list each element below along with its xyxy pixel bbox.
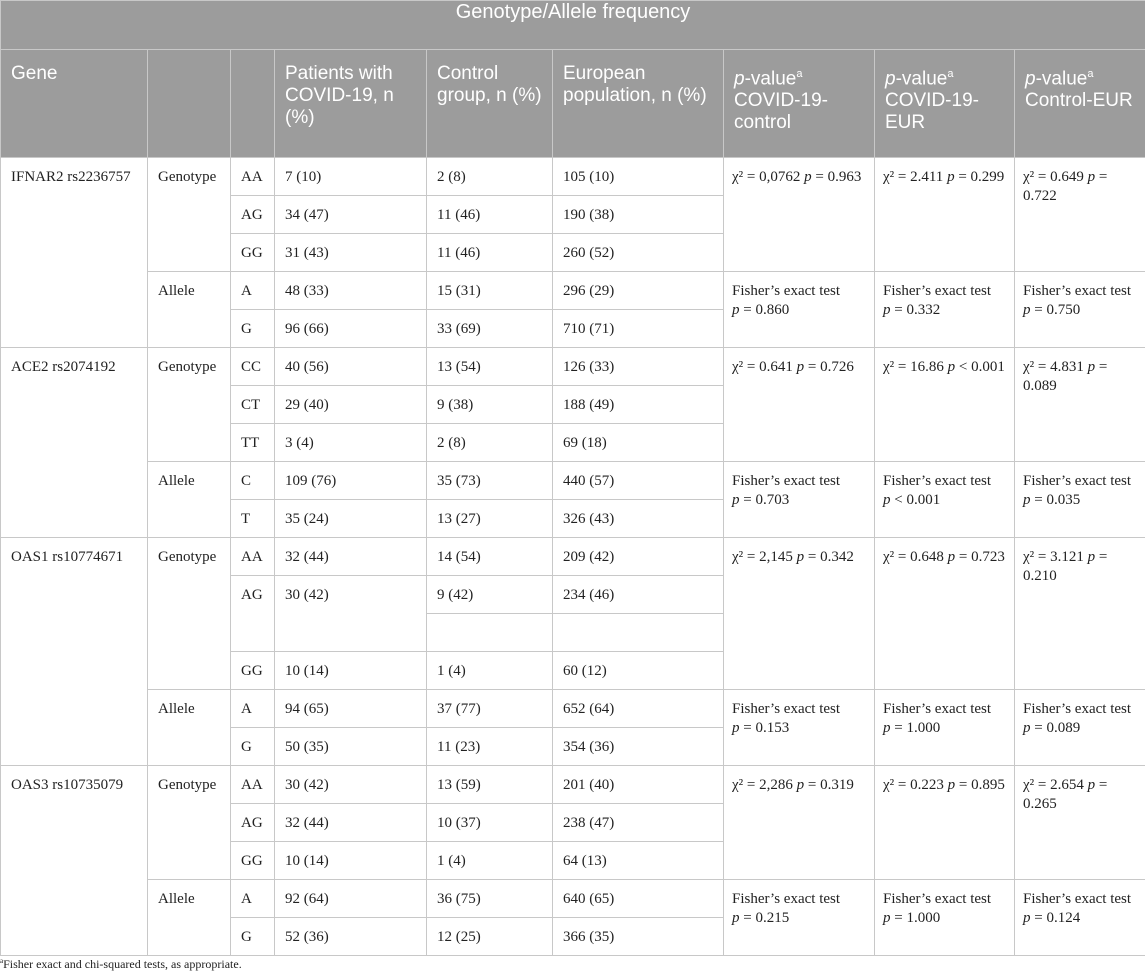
test-name: Fisher’s exact test (732, 473, 841, 489)
patients-count: 10 (14) (275, 842, 427, 880)
genotype-code: CC (231, 348, 275, 386)
test-name: Fisher’s exact test (883, 283, 992, 299)
allele-code: A (231, 880, 275, 918)
footnote (0, 957, 242, 972)
p-value: 0.299 (970, 169, 1005, 185)
patients-count: 32 (44) (275, 804, 427, 842)
pvalue-p-letter: p (1025, 68, 1036, 90)
chi-square-value: χ² = 0.641 (732, 359, 793, 375)
genotype-code: GG (231, 842, 275, 880)
genotype-code: TT (231, 424, 275, 462)
fisher-p-line: p = 1.000 (883, 720, 941, 736)
chi-square-value: χ² = 3.121 (1023, 549, 1084, 565)
allele-code: G (231, 310, 275, 348)
p-value: 0.860 (755, 302, 790, 318)
control-count: 11 (23) (427, 728, 553, 766)
patients-count: 35 (24) (275, 500, 427, 538)
test-covid-control (724, 690, 875, 766)
test-control-eur: χ² = 0.649 p = 0.722 (1015, 158, 1145, 272)
test-name: Fisher’s exact test (1023, 891, 1132, 907)
genotype-label: Genotype (148, 158, 231, 272)
control-count: 1 (4) (427, 842, 553, 880)
p-value: 0.035 (1046, 492, 1081, 508)
european-count: 326 (43) (553, 500, 724, 538)
header-blank-code (231, 50, 275, 158)
p-value: 0.342 (820, 549, 854, 565)
test-covid-eur: χ² = 0.223 p = 0.895 (875, 766, 1015, 880)
gene-name: OAS1 rs10774671 (1, 538, 148, 766)
header-european: European population, n (%) (553, 50, 724, 158)
p-label: p (732, 492, 740, 508)
genotype-label: Genotype (148, 348, 231, 462)
table-row (1, 272, 1145, 310)
test-name: Fisher’s exact test (883, 891, 992, 907)
p-value: 0.750 (1046, 302, 1081, 318)
genotype-code: AA (231, 158, 275, 196)
p-value: 0.722 (1023, 188, 1057, 204)
patients-count: 92 (64) (275, 880, 427, 918)
test-name: Fisher’s exact test (732, 283, 841, 299)
european-count: 234 (46) (553, 576, 724, 614)
control-count: 11 (46) (427, 196, 553, 234)
patients-count: 3 (4) (275, 424, 427, 462)
p-label: p (947, 359, 956, 375)
european-count: 260 (52) (553, 234, 724, 272)
test-covid-control: χ² = 2,145 p = 0.342 (724, 538, 875, 690)
allele-code: C (231, 462, 275, 500)
pvalue-comparison: COVID-19-control (734, 90, 828, 134)
p-value: 0.319 (820, 777, 854, 793)
allele-label: Allele (148, 690, 231, 766)
pvalue-p-letter: p (734, 68, 745, 90)
control-count: 11 (46) (427, 234, 553, 272)
european-count: 126 (33) (553, 348, 724, 386)
p-label: p (1023, 910, 1031, 926)
p-value: 0.153 (755, 720, 790, 736)
p-label: p (947, 777, 956, 793)
chi-square-value: χ² = 2,286 (732, 777, 793, 793)
patients-count: 52 (36) (275, 918, 427, 956)
test-covid-eur (875, 690, 1015, 766)
chi-square-value: χ² = 2.654 (1023, 777, 1084, 793)
pvalue-word: -value (744, 68, 797, 90)
genotype-code: AG (231, 804, 275, 842)
p-value: 0.215 (755, 910, 790, 926)
test-name: Fisher’s exact test (883, 473, 992, 489)
p-label: p (947, 549, 956, 565)
genotype-code: CT (231, 386, 275, 424)
allele-label: Allele (148, 462, 231, 538)
pvalue-word: -value (895, 68, 948, 90)
header-gene: Gene (1, 50, 148, 158)
header-patients: Patients with COVID-19, n (%) (275, 50, 427, 158)
p-value: < 0.001 (958, 359, 1005, 375)
fisher-p-line: p = 0.124 (1023, 910, 1081, 926)
table-row (1, 880, 1145, 918)
test-covid-eur (875, 462, 1015, 538)
test-name: Fisher’s exact test (732, 891, 841, 907)
patients-count: 40 (56) (275, 348, 427, 386)
patients-count: 109 (76) (275, 462, 427, 500)
allele-code: A (231, 690, 275, 728)
chi-square-value: χ² = 4.831 (1023, 359, 1084, 375)
control-count: 9 (42) (427, 576, 553, 614)
control-count: 37 (77) (427, 690, 553, 728)
p-value: 0.723 (971, 549, 1005, 565)
european-count: 296 (29) (553, 272, 724, 310)
test-control-eur (1015, 880, 1145, 956)
european-count: 209 (42) (553, 538, 724, 576)
test-control-eur: χ² = 2.654 p = 0.265 (1015, 766, 1145, 880)
patients-count: 29 (40) (275, 386, 427, 424)
p-label: p (883, 720, 891, 736)
chi-square-value: χ² = 0.223 (883, 777, 944, 793)
p-label: p (1023, 302, 1031, 318)
patients-count: 34 (47) (275, 196, 427, 234)
p-label: p (804, 169, 812, 185)
european-count: 60 (12) (553, 652, 724, 690)
fisher-p-line: p = 1.000 (883, 910, 941, 926)
p-label: p (732, 910, 740, 926)
gene-name: IFNAR2 rs2236757 (1, 158, 148, 348)
p-label: p (796, 359, 805, 375)
patients-count: 30 (42) (275, 576, 427, 652)
test-covid-control (724, 880, 875, 956)
table-row (1, 690, 1145, 728)
chi-square-value: χ² = 2,145 (732, 549, 793, 565)
p-label: p (883, 910, 891, 926)
control-count: 2 (8) (427, 158, 553, 196)
p-label: p (796, 777, 805, 793)
pvalue-footnote-marker: a (1087, 68, 1094, 80)
control-count: 9 (38) (427, 386, 553, 424)
european-count: 652 (64) (553, 690, 724, 728)
p-value: 1.000 (906, 910, 941, 926)
patients-count: 48 (33) (275, 272, 427, 310)
european-count: 440 (57) (553, 462, 724, 500)
test-covid-control: χ² = 0,0762 p = 0.963 (724, 158, 875, 272)
test-control-eur (1015, 272, 1145, 348)
test-control-eur (1015, 690, 1145, 766)
fisher-p-line: p = 0.332 (883, 302, 941, 318)
european-count: 238 (47) (553, 804, 724, 842)
fisher-p-line: p = 0.089 (1023, 720, 1081, 736)
table-row (1, 348, 1145, 386)
p-label: p (1087, 169, 1096, 185)
genotype-code: AG (231, 196, 275, 234)
test-covid-eur (875, 880, 1015, 956)
p-value: 0.332 (906, 302, 941, 318)
european-count: 640 (65) (553, 880, 724, 918)
fisher-p-line: p = 0.703 (732, 492, 790, 508)
test-covid-control: χ² = 0.641 p = 0.726 (724, 348, 875, 462)
test-control-eur (1015, 462, 1145, 538)
p-label: p (796, 549, 805, 565)
patients-count: 10 (14) (275, 652, 427, 690)
test-name: Fisher’s exact test (732, 701, 841, 717)
european-count: 105 (10) (553, 158, 724, 196)
fisher-p-line: p = 0.215 (732, 910, 790, 926)
p-label: p (1023, 720, 1031, 736)
fisher-p-line (883, 491, 1008, 510)
header-blank-type (148, 50, 231, 158)
p-label: p (883, 492, 891, 508)
p-value: < 0.001 (894, 492, 941, 508)
patients-count: 31 (43) (275, 234, 427, 272)
european-count: 366 (35) (553, 918, 724, 956)
p-value: 0.089 (1023, 378, 1057, 394)
empty-cell (427, 614, 553, 652)
european-count: 354 (36) (553, 728, 724, 766)
p-value: 0.265 (1023, 796, 1057, 812)
empty-cell (553, 614, 724, 652)
test-name: Fisher’s exact test (883, 701, 992, 717)
pvalue-footnote-marker: a (796, 68, 803, 80)
allele-code: G (231, 918, 275, 956)
test-covid-control (724, 272, 875, 348)
control-count: 13 (27) (427, 500, 553, 538)
test-covid-eur: χ² = 0.648 p = 0.723 (875, 538, 1015, 690)
genotype-code: AA (231, 766, 275, 804)
fisher-p-line: p = 0.750 (1023, 302, 1081, 318)
test-name: Fisher’s exact test (1023, 473, 1132, 489)
allele-code: G (231, 728, 275, 766)
table-row (1, 766, 1145, 804)
fisher-p-line: p = 0.860 (732, 302, 790, 318)
chi-square-value: χ² = 0,0762 (732, 169, 801, 185)
genotype-label: Genotype (148, 766, 231, 880)
chi-square-value: χ² = 0.649 (1023, 169, 1084, 185)
test-name: Fisher’s exact test (1023, 283, 1132, 299)
test-name: Fisher’s exact test (1023, 701, 1132, 717)
p-value: 0.210 (1023, 568, 1057, 584)
pvalue-word: -value (1035, 68, 1088, 90)
control-count: 1 (4) (427, 652, 553, 690)
european-count: 188 (49) (553, 386, 724, 424)
test-covid-control (724, 462, 875, 538)
pvalue-footnote-marker: a (947, 68, 954, 80)
p-value: 1.000 (906, 720, 941, 736)
p-label: p (1087, 549, 1096, 565)
patients-count: 32 (44) (275, 538, 427, 576)
test-control-eur: χ² = 3.121 p = 0.210 (1015, 538, 1145, 690)
patients-count: 30 (42) (275, 766, 427, 804)
control-count: 14 (54) (427, 538, 553, 576)
p-label: p (1087, 359, 1096, 375)
control-count: 33 (69) (427, 310, 553, 348)
european-count: 69 (18) (553, 424, 724, 462)
genotype-code: AA (231, 538, 275, 576)
gene-name: ACE2 rs2074192 (1, 348, 148, 538)
table-body (1, 158, 1145, 956)
p-value: 0.089 (1046, 720, 1081, 736)
european-count: 64 (13) (553, 842, 724, 880)
control-count: 2 (8) (427, 424, 553, 462)
control-count: 35 (73) (427, 462, 553, 500)
control-count: 13 (59) (427, 766, 553, 804)
allele-code: A (231, 272, 275, 310)
european-count: 710 (71) (553, 310, 724, 348)
test-covid-eur: χ² = 2.411 p = 0.299 (875, 158, 1015, 272)
p-value: 0.963 (827, 169, 862, 185)
footnote-marker: a (0, 957, 4, 965)
pvalue-comparison: Control-EUR (1025, 90, 1133, 112)
pvalue-comparison: COVID-19-EUR (885, 90, 979, 134)
patients-count: 96 (66) (275, 310, 427, 348)
genotype-code: GG (231, 234, 275, 272)
p-label: p (732, 302, 740, 318)
test-covid-eur (875, 348, 1015, 462)
genotype-label: Genotype (148, 538, 231, 690)
european-count: 190 (38) (553, 196, 724, 234)
header-control: Control group, n (%) (427, 50, 553, 158)
p-label: p (1087, 777, 1096, 793)
chi-square-value: χ² = 2.411 (883, 169, 944, 185)
allele-label: Allele (148, 880, 231, 956)
p-value: 0.726 (820, 359, 854, 375)
patients-count: 7 (10) (275, 158, 427, 196)
test-covid-eur (875, 272, 1015, 348)
p-value: 0.895 (971, 777, 1005, 793)
table-row (1, 158, 1145, 196)
control-count: 10 (37) (427, 804, 553, 842)
allele-code: T (231, 500, 275, 538)
table-row (1, 462, 1145, 500)
p-value: 0.703 (755, 492, 790, 508)
p-label: p (883, 302, 891, 318)
control-count: 13 (54) (427, 348, 553, 386)
control-count: 36 (75) (427, 880, 553, 918)
p-label: p (947, 169, 955, 185)
table-title: Genotype/Allele frequency (1, 1, 1145, 50)
genotype-code: GG (231, 652, 275, 690)
patients-count: 50 (35) (275, 728, 427, 766)
patients-count: 94 (65) (275, 690, 427, 728)
fisher-p-line: p = 0.153 (732, 720, 790, 736)
p-value: 0.124 (1046, 910, 1081, 926)
control-count: 15 (31) (427, 272, 553, 310)
footnote-text: Fisher exact and chi-squared tests, as appropriate. (3, 957, 242, 971)
table-row (1, 538, 1145, 576)
chi-square-value: χ² = 0.648 (883, 549, 944, 565)
p-label: p (732, 720, 740, 736)
test-covid-control: χ² = 2,286 p = 0.319 (724, 766, 875, 880)
test-control-eur: χ² = 4.831 p = 0.089 (1015, 348, 1145, 462)
header-pvalue-control-eur (1015, 50, 1145, 158)
european-count: 201 (40) (553, 766, 724, 804)
p-label: p (1023, 492, 1031, 508)
header-pvalue-covid-control (724, 50, 875, 158)
fisher-p-line: p = 0.035 (1023, 492, 1081, 508)
pvalue-p-letter: p (885, 68, 896, 90)
genotype-code: AG (231, 576, 275, 652)
chi-square-value: χ² = 16.86 (883, 359, 944, 375)
gene-name: OAS3 rs10735079 (1, 766, 148, 956)
header-pvalue-covid-eur (875, 50, 1015, 158)
allele-label: Allele (148, 272, 231, 348)
control-count: 12 (25) (427, 918, 553, 956)
